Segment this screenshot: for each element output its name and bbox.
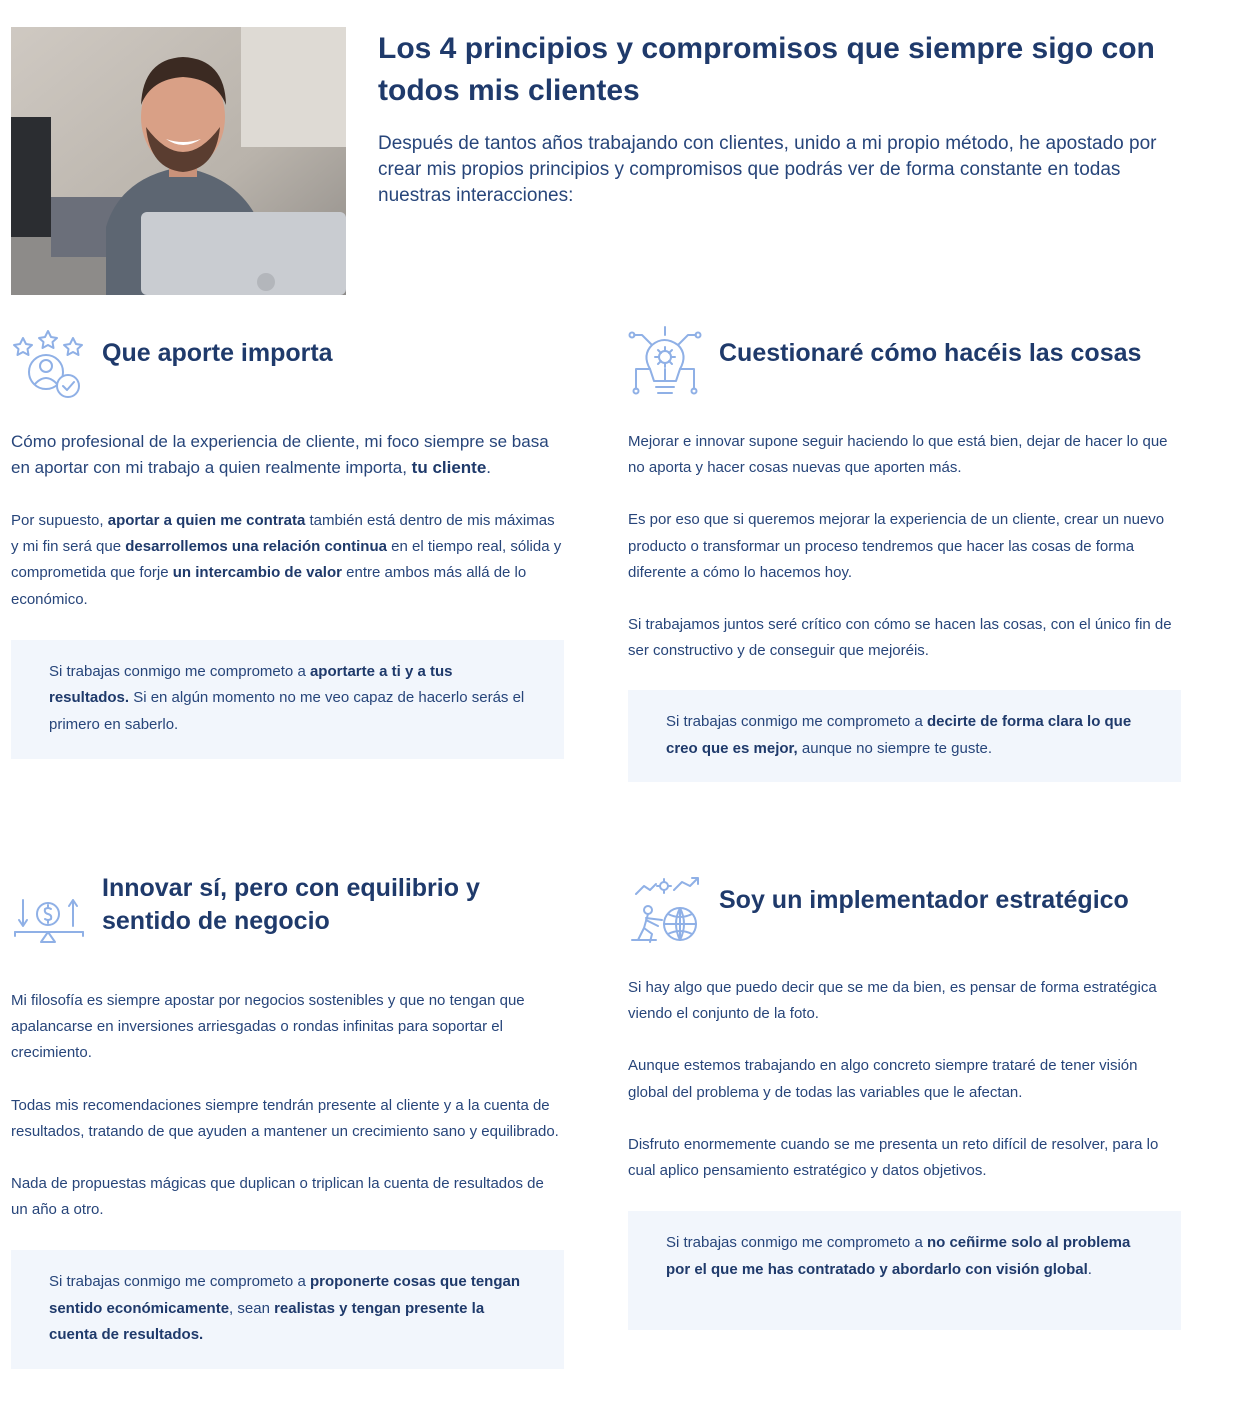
principle-paragraph: Cómo profesional de la experiencia de cliente, mi foco siempre se basa en aportar con mi trabajo a quien realmente importa, tu cliente.: [11, 432, 549, 477]
principle-paragraph: Aunque estemos trabajando en algo concreto siempre trataré de tener visión global del problema y de todas las variables que le afectan.: [628, 1057, 1138, 1101]
page-title: Los 4 principios y compromisos que siempre sigo con todos mis clientes: [378, 32, 1155, 107]
principle-card: [11, 325, 564, 759]
balance-dollar-arrows-icon: [11, 882, 85, 956]
principle-title: Innovar sí, pero con equilibrio y sentido de negocio: [102, 874, 480, 935]
principle-card: [628, 872, 1181, 1330]
principle-paragraph: Todas mis recomendaciones siempre tendrán presente al cliente y a la cuenta de resultados, tratando de que ayuden a mantener un crecimiento sano y equilibrado.: [11, 1096, 559, 1140]
principle-title: Que aporte importa: [102, 339, 333, 367]
principle-paragraph: Es por eso que si queremos mejorar la experiencia de un cliente, crear un nuevo producto o transformar un proceso tendremos que hacer las cosas de forma diferente a cómo lo hacemos hoy.: [628, 511, 1165, 581]
user-stars-check-icon: [11, 325, 85, 399]
commitment-box: Si trabajas conmigo me comprometo a decirte de forma clara lo que creo que es mejor, aunque no siempre te guste.: [628, 690, 1181, 782]
profile-photo: [11, 27, 346, 295]
principle-title: Cuestionaré cómo hacéis las cosas: [719, 339, 1142, 367]
principle-paragraph: Nada de propuestas mágicas que duplican o triplican la cuenta de resultados de un año a otro.: [11, 1175, 544, 1219]
commitment-box: Si trabajas conmigo me comprometo a aportarte a ti y a tus resultados. Si en algún momento no me veo capaz de hacerlo serás el primero en saberlo.: [11, 640, 564, 759]
lightbulb-gear-circuit-icon: [628, 325, 702, 399]
principle-paragraph: Por supuesto, aportar a quien me contrata también está dentro de mis máximas y mi fin será que desarrollemos una relación continua en el tiempo real, sólida y comprometida que forje un intercambio de valor entre ambos más allá de lo económico.: [11, 512, 562, 608]
principle-paragraph: Mejorar e innovar supone seguir haciendo lo que está bien, dejar de hacer lo que no aporta y hacer cosas nuevas que aporten más.: [628, 433, 1168, 477]
person-pushing-globe-icon: [628, 876, 702, 950]
principle-paragraph: Disfruto enormemente cuando se me presenta un reto difícil de resolver, para lo cual aplico pensamiento estratégico y datos objetivos.: [628, 1135, 1159, 1180]
principle-card: [11, 872, 564, 1369]
principle-paragraph: Si hay algo que puedo decir que se me da bien, es pensar de forma estratégica viendo el conjunto de la foto.: [628, 979, 1157, 1023]
commitment-box: Si trabajas conmigo me comprometo a no ceñirme solo al problema por el que me has contratado y abordarlo con visión global.: [628, 1211, 1181, 1330]
principle-title: Soy un implementador estratégico: [719, 886, 1129, 914]
commitment-box: Si trabajas conmigo me comprometo a proponerte cosas que tengan sentido económicamente, sean realistas y tengan presente la cuenta de resultados.: [11, 1250, 564, 1369]
intro-text: Después de tantos años trabajando con clientes, unido a mi propio método, he apostado por crear mis propios principios y compromisos que podrás ver de forma constante en todas nuestras interacciones:: [378, 133, 1157, 206]
principle-card: [628, 325, 1181, 782]
principle-paragraph: Mi filosofía es siempre apostar por negocios sostenibles y que no tengan que apalancarse en inversiones arriesgadas o rondas infinitas para soportar el crecimiento.: [11, 992, 525, 1062]
principle-paragraph: Si trabajamos juntos seré crítico con cómo se hacen las cosas, con el único fin de ser constructivo y de conseguir que mejoréis.: [628, 616, 1172, 660]
